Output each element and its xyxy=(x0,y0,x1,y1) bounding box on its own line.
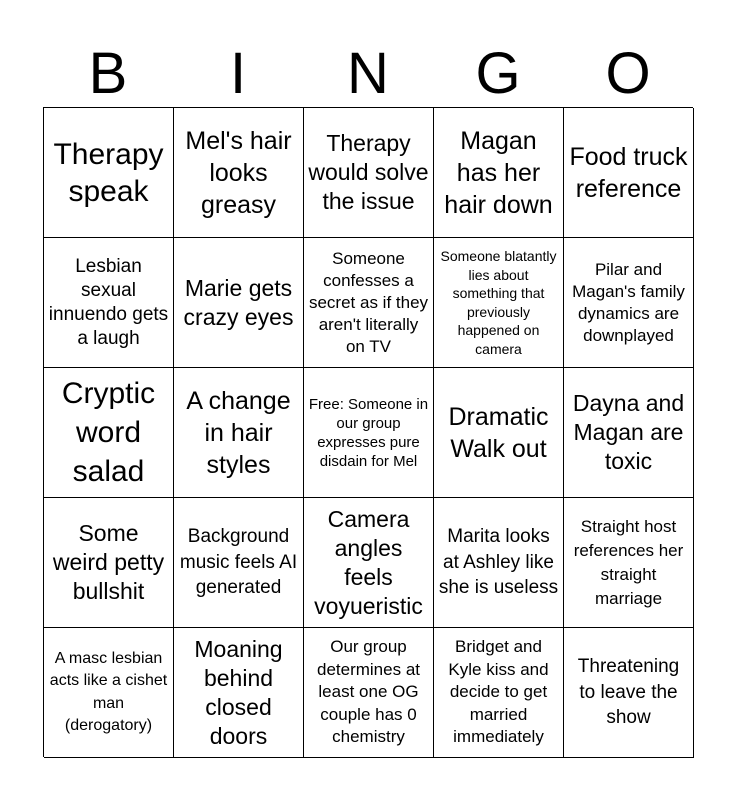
bingo-cell-r3-c3[interactable] xyxy=(304,368,434,498)
cell-text: Background music feels AI generated xyxy=(179,526,298,599)
cell-text: Lesbian sexual innuendo gets a laugh xyxy=(48,255,169,349)
bingo-cell-r2-c1[interactable] xyxy=(44,238,174,368)
bingo-cell-r4-c5[interactable] xyxy=(564,498,694,628)
cell-text: Some weird petty bullshit xyxy=(52,520,165,604)
bingo-cell-r3-c1[interactable] xyxy=(44,368,174,498)
bingo-cell-r4-c2[interactable] xyxy=(174,498,304,628)
bingo-cell-r3-c5[interactable] xyxy=(564,368,694,498)
bingo-cell-r4-c1[interactable] xyxy=(44,498,174,628)
cell-text: Marie gets crazy eyes xyxy=(183,274,294,330)
cell-text: Marita looks at Ashley like she is useless xyxy=(438,526,559,599)
bingo-cell-r5-c2[interactable] xyxy=(174,628,304,758)
bingo-cell-r5-c3[interactable] xyxy=(304,628,434,758)
cell-text: Pilar and Magan's family dynamics are downplayed xyxy=(572,259,685,345)
cell-text: Dramatic Walk out xyxy=(448,402,549,463)
bingo-cell-r3-c2[interactable] xyxy=(174,368,304,498)
bingo-grid xyxy=(43,107,693,757)
cell-text: Threatening to leave the show xyxy=(577,656,680,729)
bingo-cell-r2-c2[interactable] xyxy=(174,238,304,368)
cell-text: A change in hair styles xyxy=(186,386,291,479)
bingo-cell-r5-c5[interactable] xyxy=(564,628,694,758)
bingo-cell-r1-c4[interactable] xyxy=(434,108,564,238)
header-letter-g: G xyxy=(475,41,521,106)
cell-text: Therapy speak xyxy=(53,137,164,208)
cell-text: Food truck reference xyxy=(569,142,688,203)
bingo-cell-r2-c5[interactable] xyxy=(564,238,694,368)
cell-text: Therapy would solve the issue xyxy=(308,130,429,214)
cell-text: Moaning behind closed doors xyxy=(194,635,283,749)
header-letter-i: I xyxy=(229,41,247,106)
cell-text: Straight host references her straight marriage xyxy=(573,516,684,608)
bingo-header xyxy=(43,40,693,108)
cell-text: Our group determines at least one OG couple has 0 chemistry xyxy=(317,637,420,747)
bingo-cell-r4-c4[interactable] xyxy=(434,498,564,628)
bingo-cell-r1-c1[interactable] xyxy=(44,108,174,238)
header-letter-o: O xyxy=(605,41,651,106)
cell-text: Cryptic word salad xyxy=(61,377,156,488)
cell-text: Mel's hair looks greasy xyxy=(185,126,292,219)
cell-text: Free: Someone in our group expresses pure disdain for Mel xyxy=(308,395,429,470)
cell-text: Camera angles feels voyueristic xyxy=(314,505,423,619)
cell-text: Magan has her hair down xyxy=(444,126,553,219)
header-letter-n: N xyxy=(347,41,389,106)
bingo-cell-r4-c3[interactable] xyxy=(304,498,434,628)
cell-text: Bridget and Kyle kiss and decide to get married immediately xyxy=(448,637,549,747)
bingo-cell-r5-c1[interactable] xyxy=(44,628,174,758)
bingo-cell-r5-c4[interactable] xyxy=(434,628,564,758)
cell-text: Someone blatantly lies about something that previously happened on camera xyxy=(440,248,557,357)
header-letter-b: B xyxy=(88,41,128,106)
bingo-cell-r2-c4[interactable] xyxy=(434,238,564,368)
bingo-cell-r1-c2[interactable] xyxy=(174,108,304,238)
bingo-cell-r3-c4[interactable] xyxy=(434,368,564,498)
bingo-cell-r1-c5[interactable] xyxy=(564,108,694,238)
bingo-cell-r1-c3[interactable] xyxy=(304,108,434,238)
cell-text: Someone confesses a secret as if they aren't literally on TV xyxy=(308,248,429,356)
cell-text: A masc lesbian acts like a cishet man (derogatory) xyxy=(49,649,168,734)
cell-text: Dayna and Magan are toxic xyxy=(572,390,685,474)
bingo-cell-r2-c3[interactable] xyxy=(304,238,434,368)
